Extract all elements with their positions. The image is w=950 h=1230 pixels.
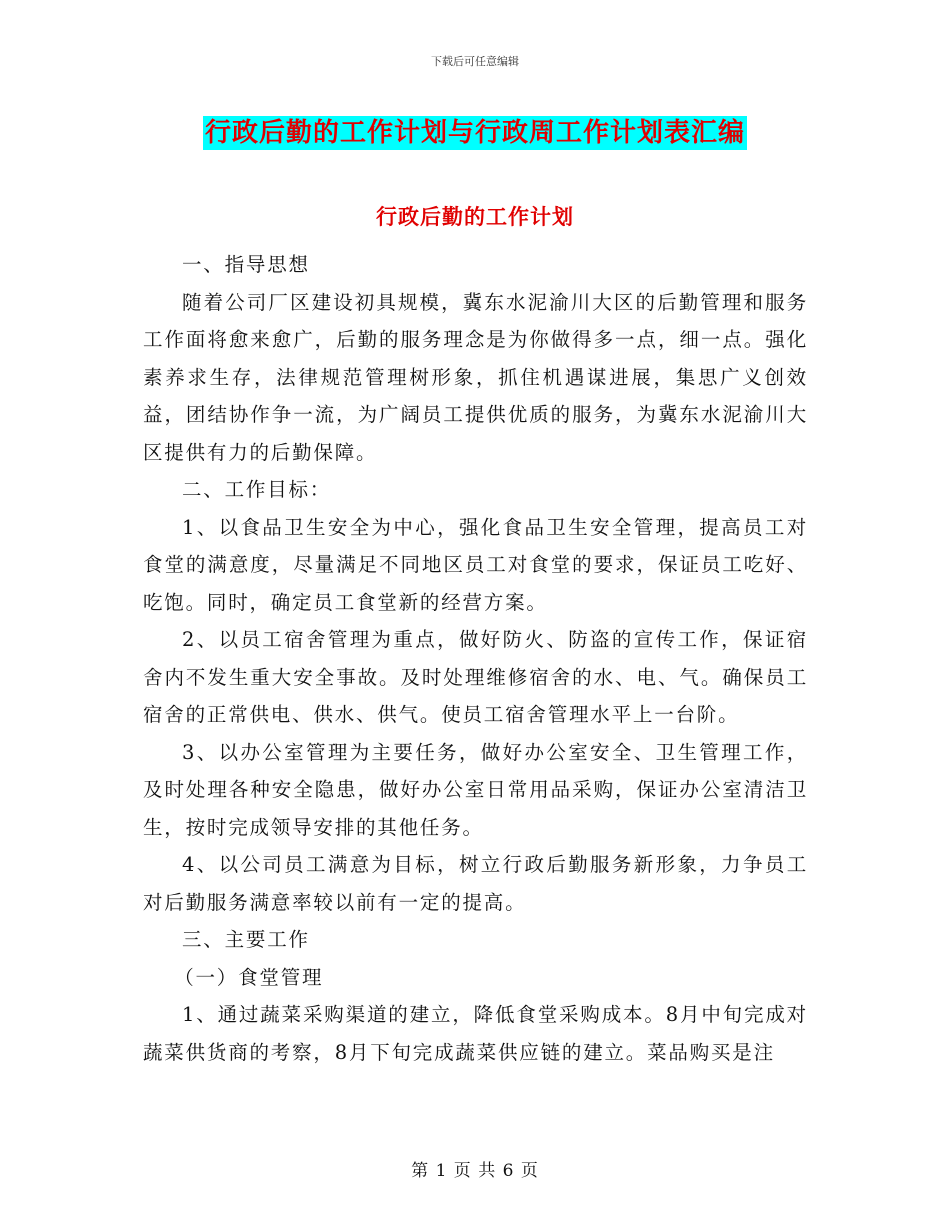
section-title: 行政后勤的工作计划 <box>376 204 574 229</box>
heading-work-goals: 二、工作目标： <box>182 478 332 501</box>
heading-main-work: 三、主要工作 <box>182 928 310 951</box>
document-title-text: 行政后勤的工作计划与行政周工作计划表汇编 <box>204 118 745 148</box>
paragraph-goal-3: 3、以办公室管理为主要任务，做好办公室安全、卫生管理工作，及时处理各种安全隐患，做好办公室日常用品采购，保证办公室清洁卫生，按时完成领导安排的其他任务。 <box>143 740 808 839</box>
header-note: 下载后可任意编辑 <box>431 55 519 68</box>
paragraph-canteen-1: 1、通过蔬菜采购渠道的建立，降低食堂采购成本。8月中旬完成对蔬菜供货商的考察，8月下旬完成蔬菜供应链的建立。菜品购买是注 <box>143 1003 808 1064</box>
paragraph-goal-4: 4、以公司员工满意为目标，树立行政后勤服务新形象，力争员工对后勤服务满意率较以前有一定的提高。 <box>143 853 808 914</box>
heading-guiding-ideology: 一、指导思想 <box>182 253 310 276</box>
document-title <box>0 112 950 149</box>
paragraph-goal-2: 2、以员工宿舍管理为重点，做好防火、防盗的宣传工作，保证宿舍内不发生重大安全事故。及时处理维修宿舍的水、电、气。确保员工宿舍的正常供电、供水、供气。使员工宿舍管理水平上一台阶。 <box>143 628 808 726</box>
page-number: 第 1 页 共 6 页 <box>411 1161 539 1181</box>
paragraph-guiding-ideology: 随着公司厂区建设初具规模，冀东水泥渝川大区的后勤管理和服务工作面将愈来愈广，后勤的服务理念是为你做得多一点，细一点。强化素养求生存，法律规范管理树形象，抓住机遇谋进展，集思广义创效益，团结协作争一流，为广阔员工提供优质的服务，为冀东水泥渝川大区提供有力的后勤保障。 <box>143 290 808 464</box>
body-text <box>143 246 808 1071</box>
paragraph-goal-1: 1、以食品卫生安全为中心，强化食品卫生安全管理，提高员工对食堂的满意度，尽量满足不同地区员工对食堂的要求，保证员工吃好、吃饱。同时，确定员工食堂新的经营方案。 <box>143 515 808 614</box>
subheading-canteen: （一）食堂管理 <box>174 965 324 989</box>
